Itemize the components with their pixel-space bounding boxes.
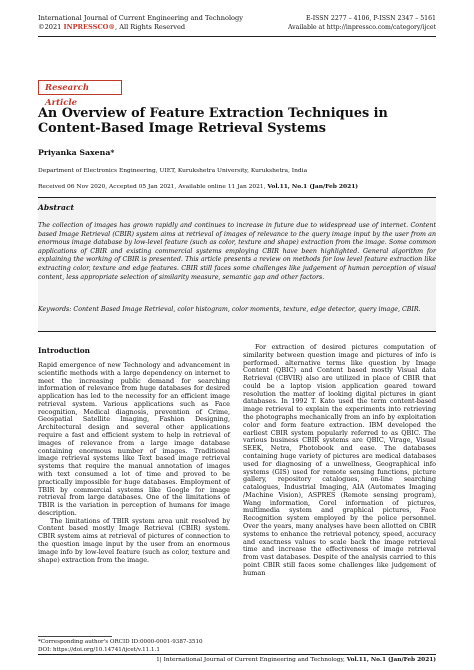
received-dates: Received 06 Nov 2020, Accepted 05 Jan 2021, Available online 11 Jan 2021, Vol.11, No.1 (Jan/Feb 2021) [38,183,359,190]
availability-line[interactable]: Available at http://inpressco.com/category/ijcet [287,24,436,31]
journal-name: International Journal of Current Engineering and Technology [38,14,243,22]
intro-paragraph-1: Rapid emergence of new Technology and advancement in scientific methods with a large dependency on internet to meet the increasing public demand for searching information of relevance from huge databases for desired application has led to the necessity for an efficient image retrieval system. Various applications such as Face recognition, Medical diagnosis, prevention of Crime, Geospatial Satellite Imaging, Fashion Designing, Architectural design and several other applications require a fast and efficient system to help in retrieval of images of relevance from a large image database containing enormous number of images. Traditional image retrieval systems like Text based image retrieval systems that require the manual annotation of images with text consumed a lot of time and proved to be practically impossible for huge databases. Employment of TBIR by commercial systems like Google for image retrieval from large databases. One of the limitations of TBIR is the variation in perception of humans for image description. [38,361,230,517]
footnote-rule [38,636,112,637]
footnotes [38,639,203,655]
abstract-text: The collection of images has grown rapidly and continues to increase in future due to widespread use of internet. Content based Image Retrieval (CBIR) system aims at retrieval of images of relevance to the query image input by the user from an enormous image database by low-level feature (such as color, texture and shape) extraction from the image. Some common applications of CBIR and existing commercial systems employing CBIR have been highlighted. General algorithm for explaining the working of CBIR is presented. This article presents a review on methods for low level feature extraction like extracting color, texture and edge features. CBIR still faces some challenges like judgement of human perception of visual content, less appropriate selection of similarity measure, semantic gap and other factors. [38,222,436,281]
affiliation: Department of Electronics Engineering, UIET, Kurukshetra University, Kurukshetra, India [38,168,308,174]
page-footer: 1| International Journal of Current Engineering and Technology, Vol.11, No.1 (Jan/Feb 2021) [156,657,436,663]
keywords: Keywords: Content Based Image Retrieval, color histogram, color moments, texture, edge detector, query image, CBIR. [38,306,421,313]
paper-title: An Overview of Feature Extraction Techniques in Content-Based Image Retrieval Systems [38,106,388,136]
publisher-name: INPRESSCO® [63,23,116,31]
volume-issue: Vol.11, No.1 (Jan/Feb 2021) [267,183,359,190]
abstract-heading: Abstract [38,203,75,212]
left-column [38,362,230,564]
issn-header [288,14,436,32]
issn-line: E-ISSN 2277 – 4106, P-ISSN 2347 – 5161 [305,15,436,22]
footer-rule [38,654,436,655]
intro-paragraph-3: For extraction of desired pictures computation of similarity between question image and pictures of info is performed. alternative terms like question by Image Content (QBIC) and Content based mostly Visual data Retrieval (CBVIR) also are utilized in place of CBIR that could be a laptop vision application geared toward resolution the matter of looking digital pictures in giant databases. In 1992 T. Kato used the term content-based image retrieval to explain the experiments into retrieving the photographs mechanically from an info by exploitation color and form feature extraction. IBM developed the earliest CBIR system popularly referred to as QBIC. The various business CBIR systems are QBIC, Virage, Visual SEEK, Netra, Photobook and ease. The databases containing huge variety of pictures are medical databases used for diagnosing of a unwellness, Geographical info systems (GIS) used for remote sensing functions, picture gallery, repository catalogues, on-line searching catalogues, Industrial Imaging, AIA (Automates Imaging /Machine Vision), ASPRES (Remote sensing program), Wang information, Corel information of pictures, multimedia system and graphical pictures, Face Recognition system employed by the police personnel. Over the years, many analyses have been allotted on CBIR systems to enhance the retrieval potency, speed, accuracy and exactness values to scale back the image retrieval time and increase the effectiveness of image retrieval from vast databases. Despite of the analysis carried to this point CBIR still faces some challenges like judgement of human [243,343,436,577]
author-name: Priyanka Saxena* [38,148,115,157]
journal-header [38,14,243,32]
corresponding-author: *Corresponding author's ORCID ID:0000-0001-9387-3510 [38,639,203,645]
footer-volume: Vol.11, No.1 (Jan/Feb 2021) [346,657,436,663]
copyright-line: ©2021 INPRESSCO®, All Rights Reserved [38,23,186,31]
intro-heading: Introduction [38,346,90,355]
doi-link[interactable]: DOI: https://doi.org/10.14741/ijcet/v.11.1.1 [38,646,160,653]
right-column [243,344,436,577]
article-type-badge: Research Article [38,80,122,95]
header-rule [38,36,436,37]
intro-paragraph-2: The limitations of TBIR system area unit resolved by Content based mostly Image Retrieval (CBIR) system. CBIR system aims at retrieval of pictures of connection to the question image input by the user from an enormous image info by low-level feature (such as color, texture and shape) extraction from the image. [38,516,230,564]
